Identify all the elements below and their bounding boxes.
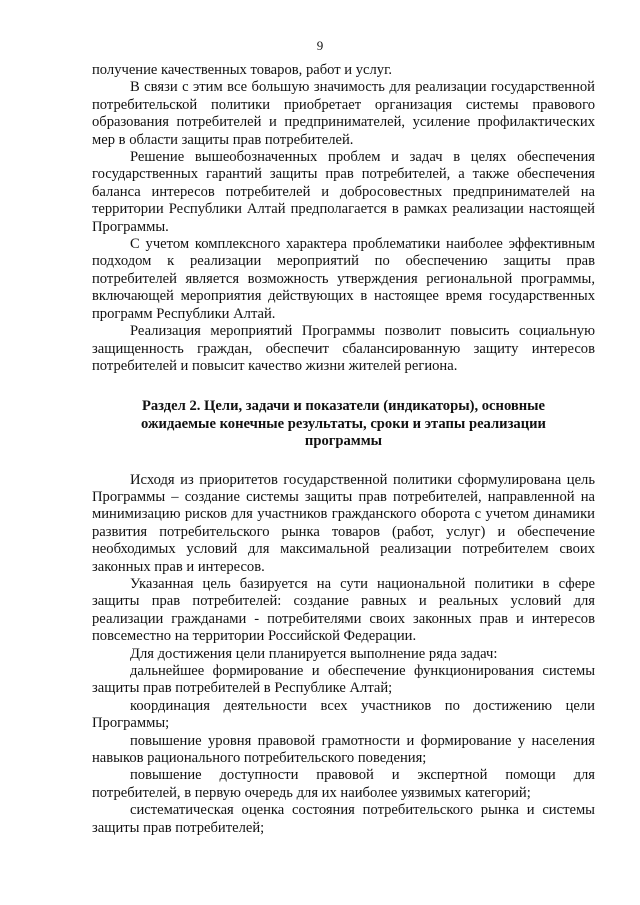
task-item: дальнейшее формирование и обеспечение функционирования системы защиты прав потребителей в Республике Алтай; (92, 663, 595, 697)
task-item: повышение уровня правовой грамотности и формирование у населения навыков рационального потребительского поведения; (92, 732, 595, 767)
task-item: повышение доступности правовой и экспертной помощи для потребителей, в первую очередь для их наиболее уязвимых категорий; (92, 767, 595, 801)
paragraph: В связи с этим все большую значимость для реализации государственной потребительской политики приобретает организация системы правового образования потребителей и предпринимателей, усиление профилактических мер в области защиты прав потребителей. (92, 79, 595, 148)
section-heading: Раздел 2. Цели, задачи и показатели (индикаторы), основные ожидаемые конечные результаты, сроки и этапы реализации программы (141, 398, 546, 450)
document-body (92, 62, 595, 837)
paragraph: Решение вышеобозначенных проблем и задач в целях обеспечения государственных гарантий защиты прав потребителей, а также обеспечения баланса интересов потребителей и добросовестных предпринимателей на территории Республики Алтай предполагается в рамках реализации настоящей Программы. (92, 149, 595, 235)
paragraph: Для достижения цели планируется выполнение ряда задач: (130, 645, 498, 662)
paragraph: получение качественных товаров, работ и услуг. (92, 62, 393, 78)
paragraph: С учетом комплексного характера проблематики наиболее эффективным подходом к реализации мероприятий по обеспечению защиты прав потребителей является возможность утверждения региональной программы, включающей мероприятия действующих в настоящее время государственных программ Республики Алтай. (92, 236, 595, 322)
task-item: координация деятельности всех участников по достижению цели Программы; (92, 697, 595, 732)
page-number: 9 (316, 38, 324, 53)
paragraph: Реализация мероприятий Программы позволит повысить социальную защищенность граждан, обеспечит сбалансированную защиту интересов потребителей и повысит качество жизни жителей региона. (92, 323, 595, 374)
paragraph: Исходя из приоритетов государственной политики сформулирована цель Программы – создание системы защиты прав потребителей, направленной на минимизацию рисков для участников гражданского оборота с учетом динамики развития потребительского рынка товаров (работ, услуг) и обеспечение необходимых условий для максимальной реализации потребителем своих законных прав и интересов. (92, 471, 595, 575)
task-item: систематическая оценка состояния потребительского рынка и системы защиты прав потребителей; (92, 802, 595, 836)
paragraph: Указанная цель базируется на сути национальной политики в сфере защиты прав потребителей: создание равных и реальных условий для реализации гражданами - потребителями своих законных прав и интересов повсеместно на территории Российской Федерации. (92, 575, 595, 645)
